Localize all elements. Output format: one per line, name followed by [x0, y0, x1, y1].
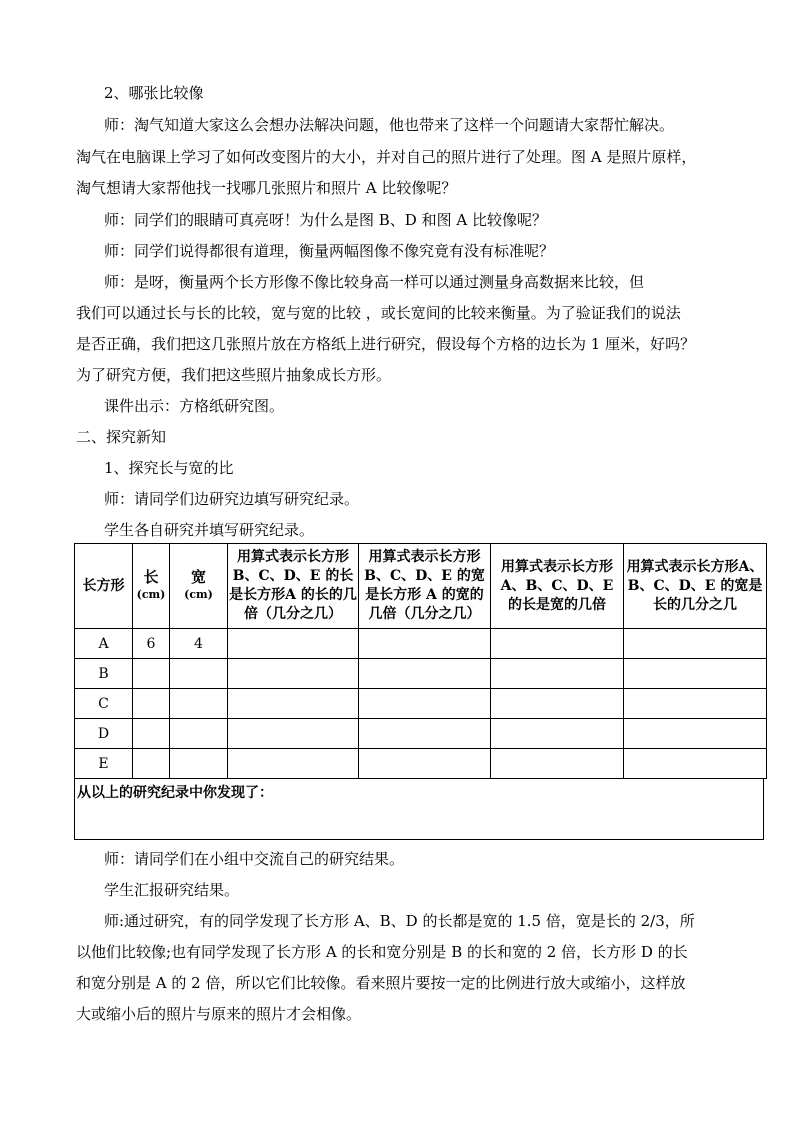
cell-width[interactable] [170, 659, 228, 689]
header-width [170, 544, 228, 629]
header-width-to-length: 用算式表示长方形A、B、C、D、E 的宽是长的几分之几 [624, 544, 767, 629]
cell-length-ratio[interactable] [228, 719, 359, 749]
cell-length-to-width[interactable] [491, 629, 624, 659]
cell-width[interactable] [170, 749, 228, 779]
paragraph-line: 课件出示：方格纸研究图。 [104, 397, 285, 415]
header-width-unit: (cm) [184, 588, 213, 601]
table-row [75, 749, 767, 779]
findings-label: 从以上的研究纪录中你发现了： [77, 785, 273, 801]
table-row [75, 689, 767, 719]
cell-width-to-length[interactable] [624, 719, 767, 749]
paragraph-line: 师：淘气知道大家这么会想办法解决问题，他也带来了这样一个问题请大家帮忙解决。 [104, 116, 675, 134]
paragraph-line: 学生各自研究并填写研究纪录。 [104, 521, 315, 539]
cell-length-to-width[interactable] [491, 719, 624, 749]
research-record-table [74, 543, 767, 779]
paragraph-line: 师：请同学们边研究边填写研究纪录。 [104, 490, 360, 508]
cell-length-to-width[interactable] [491, 659, 624, 689]
paragraph-line: 师：同学们说得都很有道理，衡量两幅图像不像究竟有没有标准呢？ [104, 242, 555, 260]
paragraph-line: 我们可以通过长与长的比较，宽与宽的比较 ，或长宽间的比较来衡量。为了验证我们的说法 [76, 304, 681, 322]
cell-length-ratio[interactable] [228, 749, 359, 779]
cell-length[interactable]: 6 [133, 629, 170, 659]
paragraph-line: 是否正确，我们把这几张照片放在方格纸上进行研究，假设每个方格的边长为 1 厘米，好吗？ [76, 335, 696, 353]
paragraph-line: 师：是呀，衡量两个长方形像不像比较身高一样可以通过测量身高数据来比较，但 [104, 273, 645, 291]
cell-length-to-width[interactable] [491, 689, 624, 719]
cell-width-to-length[interactable] [624, 629, 767, 659]
header-width-label: 宽 [190, 568, 206, 586]
section-heading: 二、探究新知 [76, 428, 167, 446]
findings-box[interactable] [74, 778, 764, 840]
subsection-heading: 2、哪张比较像 [104, 84, 204, 102]
cell-width[interactable] [170, 689, 228, 719]
paragraph-line: 大或缩小后的照片与原来的照片才会相像。 [76, 1005, 362, 1023]
cell-width-ratio[interactable] [359, 689, 491, 719]
cell-length[interactable] [133, 689, 170, 719]
row-label: B [75, 659, 133, 689]
row-label: A [75, 629, 133, 659]
header-length-ratio: 用算式表示长方形B、C、D、E 的长是长方形A 的长的几倍（几分之几） [228, 544, 359, 629]
cell-width[interactable] [170, 719, 228, 749]
table-row [75, 659, 767, 689]
paragraph-line: 为了研究方便，我们把这些照片抽象成长方形。 [76, 366, 392, 384]
table-row [75, 719, 767, 749]
cell-width-to-length[interactable] [624, 749, 767, 779]
paragraph-line: 学生汇报研究结果。 [104, 881, 240, 899]
paragraph-line: 以他们比较像;也有同学发现了长方形 A 的长和宽分别是 B 的长和宽的 2 倍，长方形 D 的长 [76, 943, 688, 961]
header-length [133, 544, 170, 629]
paragraph-line: 师:通过研究，有的同学发现了长方形 A、B、D 的长都是宽的 1.5 倍，宽是长的 2/3，所 [104, 912, 695, 930]
paragraph-line: 和宽分别是 A 的 2 倍，所以它们比较像。看来照片要按一定的比例进行放大或缩小，这样放 [76, 974, 686, 992]
subsection-heading: 1、探究长与宽的比 [104, 459, 234, 477]
paragraph-line: 淘气想请大家帮他找一找哪几张照片和照片 A 比较像呢？ [76, 179, 457, 197]
cell-length[interactable] [133, 719, 170, 749]
table-header-row [75, 544, 767, 629]
paragraph-line: 师：同学们的眼睛可真亮呀！为什么是图 B、D 和图 A 比较像呢？ [104, 211, 547, 229]
cell-length-ratio[interactable] [228, 659, 359, 689]
cell-width-ratio[interactable] [359, 659, 491, 689]
cell-length-ratio[interactable] [228, 689, 359, 719]
paragraph-line: 师：请同学们在小组中交流自己的研究结果。 [104, 850, 405, 868]
cell-width-ratio[interactable] [359, 629, 491, 659]
header-length-label: 长 [143, 568, 159, 586]
header-width-ratio: 用算式表示长方形B、C、D、E 的宽是长方形 A 的宽的几倍（几分之几） [359, 544, 491, 629]
row-label: D [75, 719, 133, 749]
row-label: E [75, 749, 133, 779]
cell-width[interactable]: 4 [170, 629, 228, 659]
cell-width-to-length[interactable] [624, 689, 767, 719]
row-label: C [75, 689, 133, 719]
cell-length-to-width[interactable] [491, 749, 624, 779]
cell-width-to-length[interactable] [624, 659, 767, 689]
paragraph-line: 淘气在电脑课上学习了如何改变图片的大小，并对自己的照片进行了处理。图 A 是照片原样， [76, 148, 697, 166]
cell-length[interactable] [133, 659, 170, 689]
header-length-to-width: 用算式表示长方形A、B、C、D、E 的长是宽的几倍 [491, 544, 624, 629]
cell-length-ratio[interactable] [228, 629, 359, 659]
cell-width-ratio[interactable] [359, 719, 491, 749]
cell-length[interactable] [133, 749, 170, 779]
header-rectangle: 长方形 [75, 544, 133, 629]
table-row [75, 629, 767, 659]
header-length-unit: (cm) [136, 588, 166, 601]
cell-width-ratio[interactable] [359, 749, 491, 779]
